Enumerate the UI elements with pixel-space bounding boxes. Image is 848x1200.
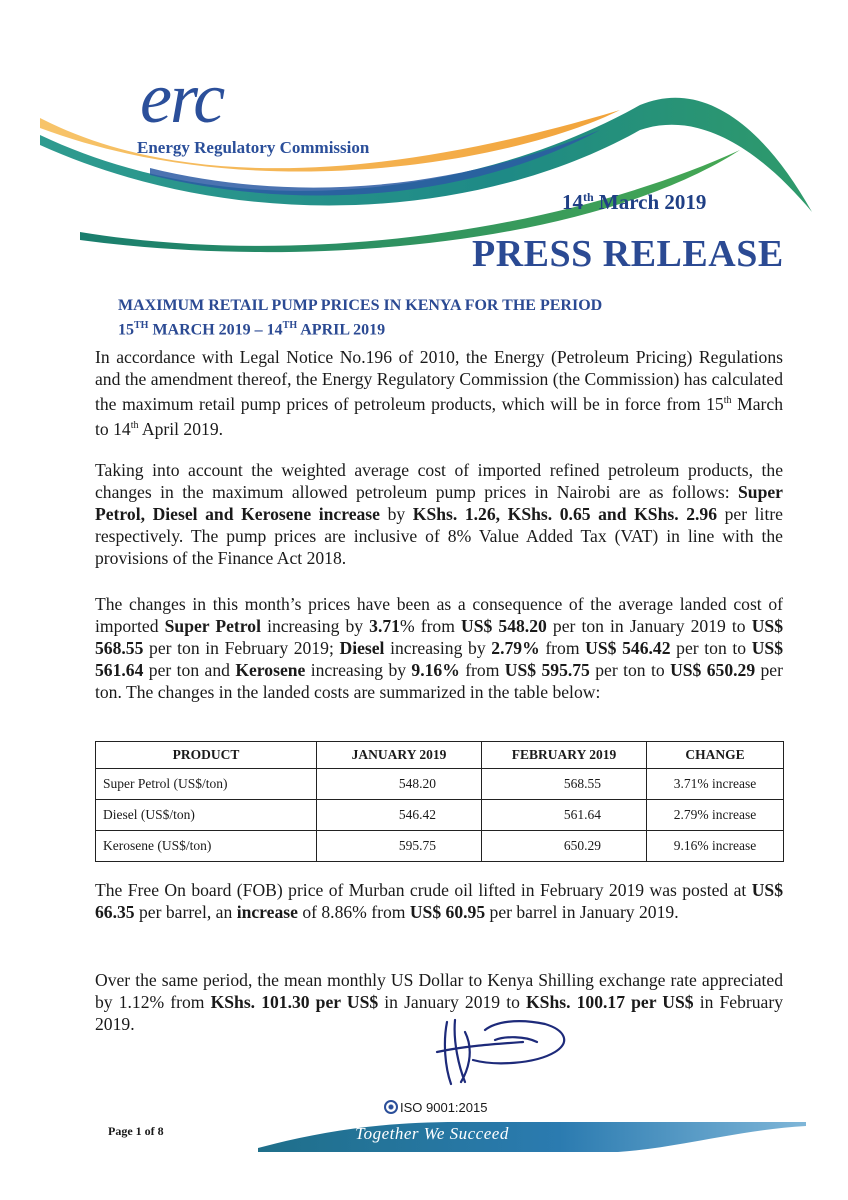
landed-cost-table xyxy=(95,741,784,862)
cell-january: 595.75 xyxy=(317,831,482,862)
col-header-change: CHANGE xyxy=(647,742,784,769)
cell-product: Diesel (US$/ton) xyxy=(96,800,317,831)
footer-slogan: Together We Succeed xyxy=(355,1124,509,1143)
paragraph-legal-notice: In accordance with Legal Notice No.196 of 2010, the Energy (Petroleum Pricing) Regulations and the amendment thereof, the Energy Regulatory Commission (the Commission) has calculated the maximum retail pump prices of petroleum products, which will be in force from 15th March to 14th April 2019. xyxy=(95,347,783,439)
paragraph-fob-price: The Free On board (FOB) price of Murban crude oil lifted in February 2019 was posted at US$ 66.35 per barrel, an increase of 8.86% from US$ 60.95 per barrel in January 2019. xyxy=(95,880,783,922)
cell-january: 548.20 xyxy=(317,769,482,800)
cell-change: 3.71% increase xyxy=(647,769,784,800)
handwritten-signature xyxy=(425,1012,575,1092)
paragraph-price-changes: Taking into account the weighted average cost of imported refined petroleum products, the changes in the maximum allowed petroleum pump prices in Nairobi are as follows: Super Petrol, Diesel and Kerosene increase by KShs. 1.26, KShs. 0.65 and KShs. 2.96 per litre respectively. The pump prices are inclusive of 8% Value Added Tax (VAT) in line with the provisions of the Finance Act 2018. xyxy=(95,460,783,568)
header-swoosh-graphic xyxy=(0,0,848,270)
cell-february: 568.55 xyxy=(482,769,647,800)
table-row xyxy=(96,769,784,800)
heading-line-2: 15TH MARCH 2019 – 14TH APRIL 2019 xyxy=(118,320,386,339)
cell-february: 561.64 xyxy=(482,800,647,831)
heading-line-1: MAXIMUM RETAIL PUMP PRICES IN KENYA FOR THE PERIOD xyxy=(118,297,603,314)
cell-february: 650.29 xyxy=(482,831,647,862)
release-date: 14th March 2019 xyxy=(562,190,707,214)
cell-change: 9.16% increase xyxy=(647,831,784,862)
logo-wordmark: erc xyxy=(140,58,224,138)
table-row xyxy=(96,831,784,862)
cell-change: 2.79% increase xyxy=(647,800,784,831)
col-header-january: JANUARY 2019 xyxy=(317,742,482,769)
table-row xyxy=(96,800,784,831)
table-header-row xyxy=(96,742,784,769)
iso-certification: ISO 9001:2015 xyxy=(384,1100,487,1115)
page-title: PRESS RELEASE xyxy=(472,233,784,275)
section-heading xyxy=(118,296,602,340)
iso-logo-icon xyxy=(384,1100,398,1114)
col-header-february: FEBRUARY 2019 xyxy=(482,742,647,769)
org-name: Energy Regulatory Commission xyxy=(137,138,370,157)
cell-january: 546.42 xyxy=(317,800,482,831)
paragraph-exchange-rate: Over the same period, the mean monthly US Dollar to Kenya Shilling exchange rate appreciated by 1.12% from KShs. 101.30 per US$ in January 2019 to KShs. 100.17 per US$ in February 2019. xyxy=(95,970,784,1034)
cell-product: Super Petrol (US$/ton) xyxy=(96,769,317,800)
page-number: Page 1 of 8 xyxy=(108,1124,164,1138)
col-header-product: PRODUCT xyxy=(96,742,317,769)
paragraph-landed-costs: The changes in this month’s prices have been as a consequence of the average landed cost of imported Super Petrol increasing by 3.71% from US$ 548.20 per ton in January 2019 to US$ 568.55 per ton in February 2019; Diesel increasing by 2.79% from US$ 546.42 per ton to US$ 561.64 per ton and Kerosene increasing by 9.16% from US$ 595.75 per ton to US$ 650.29 per ton. The changes in the landed costs are summarized in the table below: xyxy=(95,594,784,702)
cell-product: Kerosene (US$/ton) xyxy=(96,831,317,862)
